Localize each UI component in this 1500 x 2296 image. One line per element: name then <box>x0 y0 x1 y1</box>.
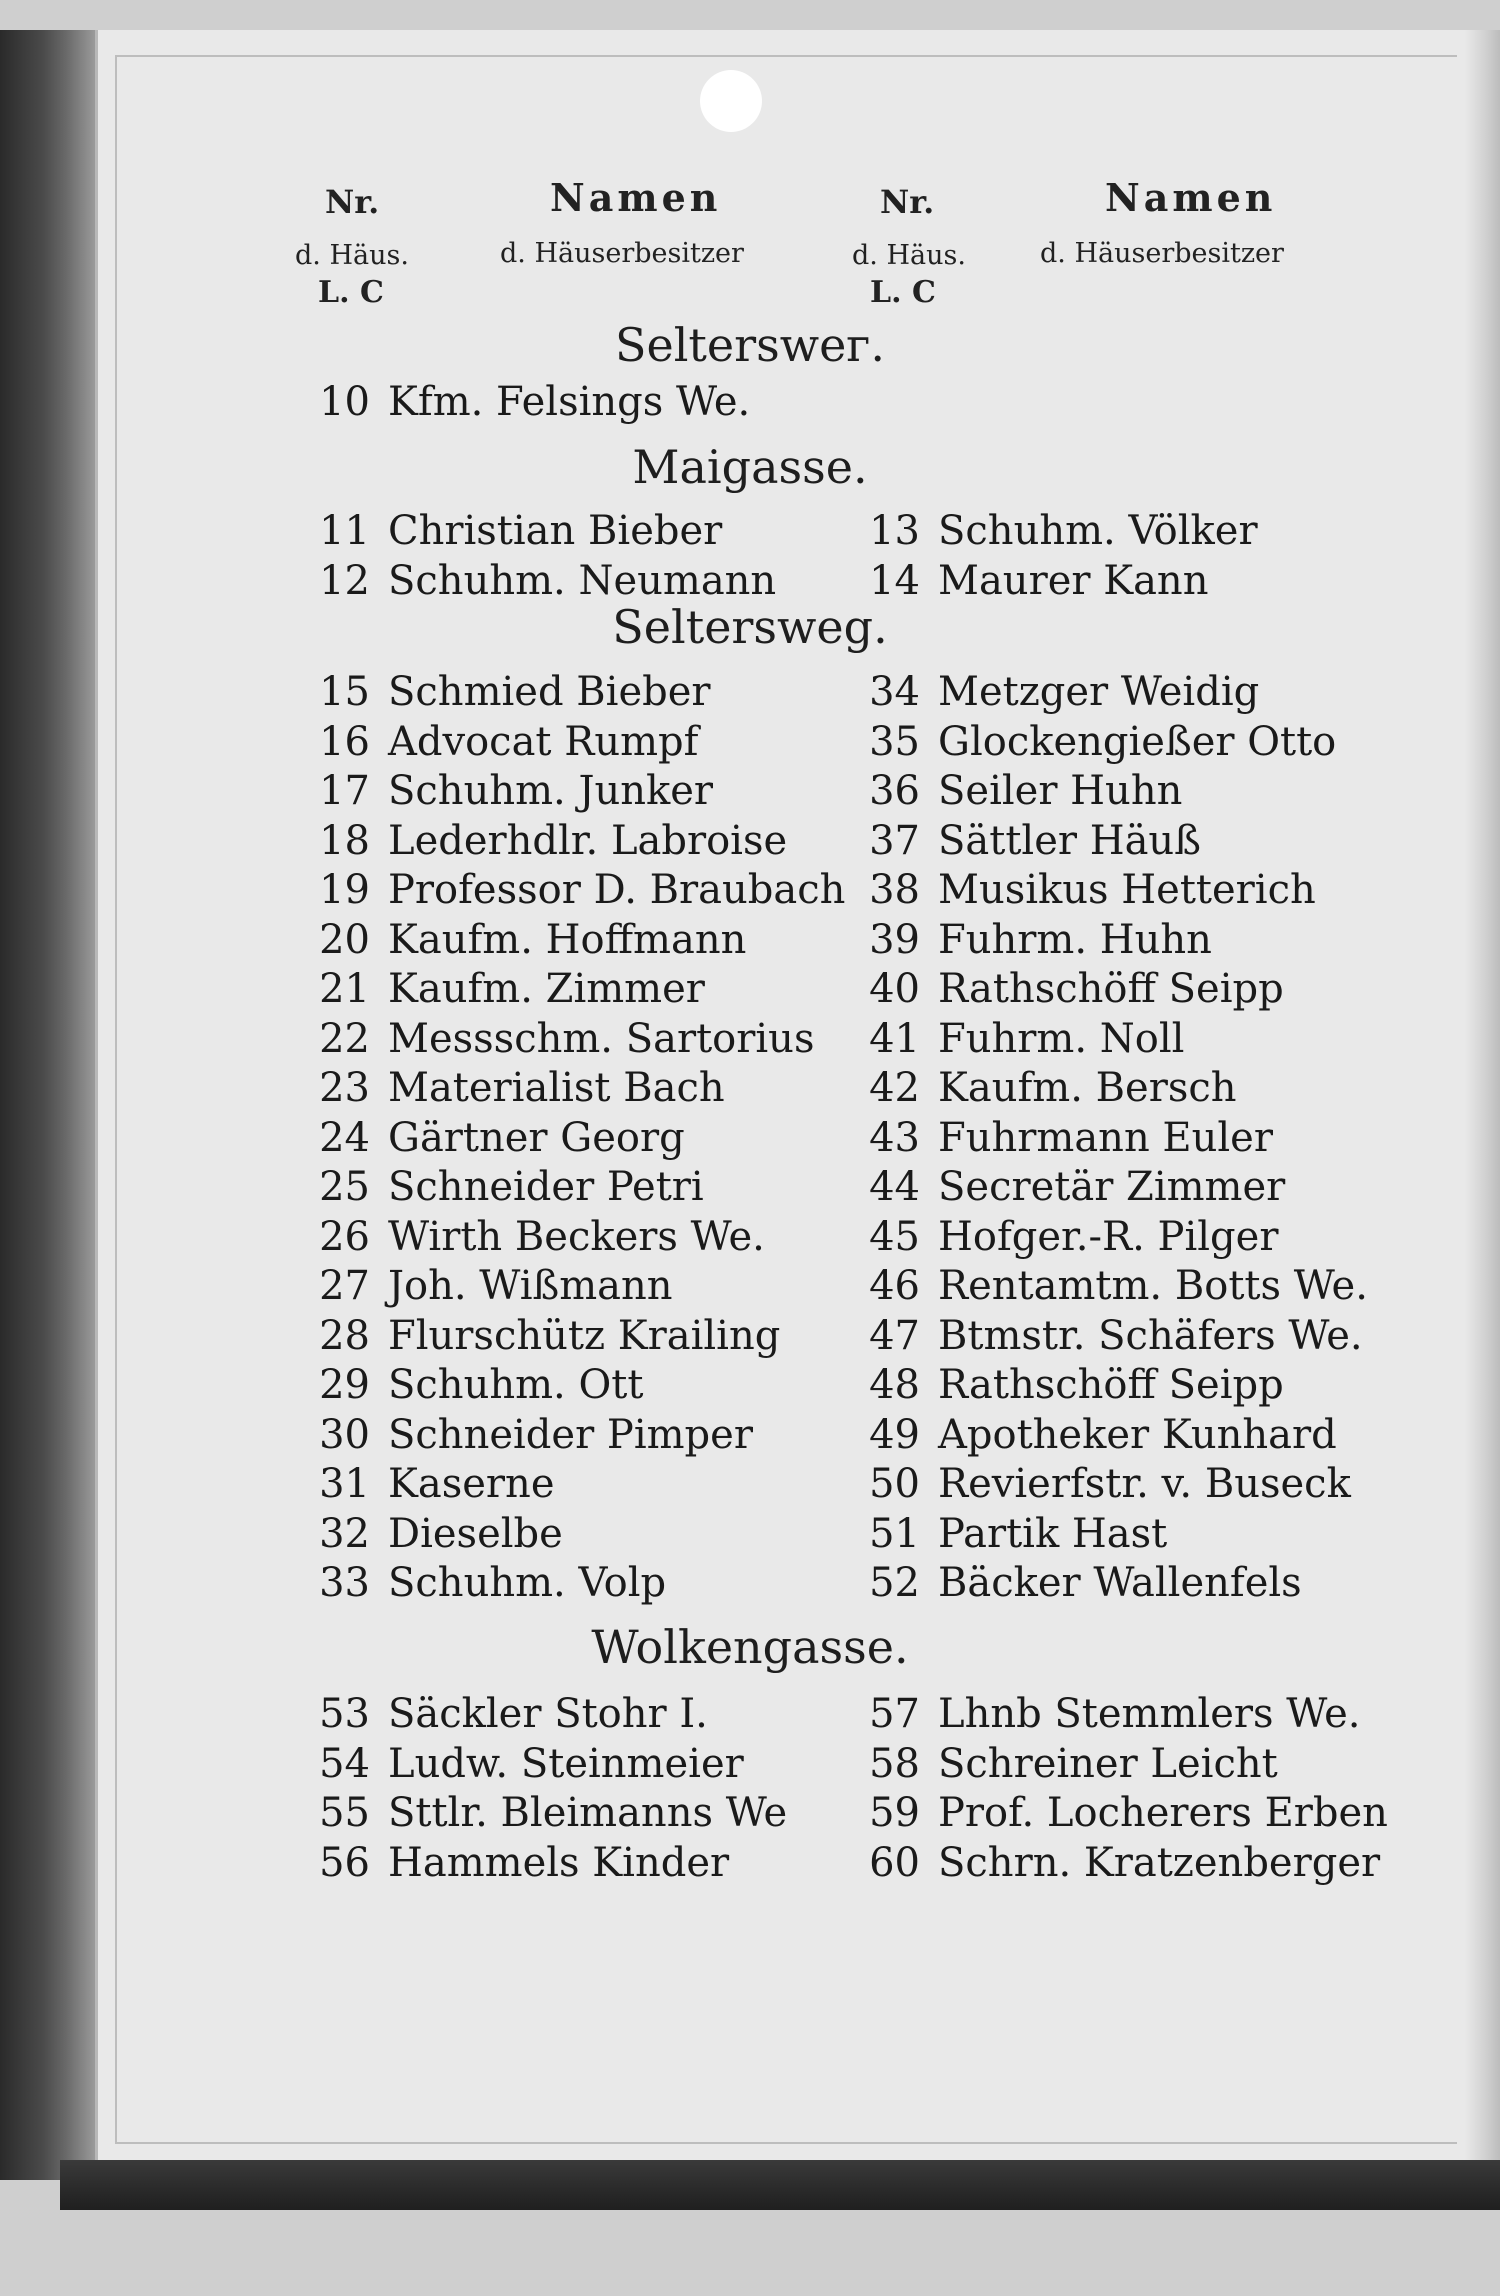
house-number: 42 <box>869 1065 920 1111</box>
list-item <box>850 1312 1363 1360</box>
house-number: 40 <box>869 966 920 1012</box>
list-item <box>300 817 787 865</box>
house-number: 55 <box>319 1790 370 1836</box>
list-item <box>850 1690 1360 1738</box>
header-left-namen-sub: d. Häuserbesitzer <box>500 238 744 269</box>
owner-name: Schreiner Leicht <box>938 1740 1278 1787</box>
list-item <box>850 1740 1278 1788</box>
house-number: 53 <box>319 1691 370 1737</box>
list-item <box>300 1789 787 1837</box>
book-cover-edge <box>60 2160 1500 2210</box>
owner-name: Kaufm. Bersch <box>938 1065 1237 1111</box>
list-item <box>300 866 845 914</box>
header-left-nr: Nr. <box>325 183 380 221</box>
list-item <box>850 916 1212 964</box>
owner-name: Hofger.-R. Pilger <box>938 1213 1279 1260</box>
owner-name: Flurschütz Krailing <box>388 1312 781 1359</box>
owner-name: Materialist Bach <box>388 1065 725 1111</box>
house-number: 59 <box>869 1790 920 1836</box>
list-item <box>850 965 1284 1013</box>
owner-name: Apotheker Kunhard <box>938 1411 1337 1458</box>
list-item <box>300 965 705 1013</box>
owner-name: Schneider Petri <box>388 1164 704 1210</box>
house-number: 58 <box>869 1740 920 1787</box>
header-right-namen: Namen <box>1105 175 1277 220</box>
house-number: 28 <box>319 1312 370 1359</box>
house-number: 16 <box>319 718 370 765</box>
owner-name: Glockengießer Otto <box>938 718 1337 765</box>
owner-name: Schmied Bieber <box>388 669 711 715</box>
house-number: 56 <box>319 1839 370 1886</box>
house-number: 47 <box>869 1312 920 1359</box>
street-heading: Selterswег. <box>614 318 886 372</box>
house-number: 21 <box>319 966 370 1012</box>
owner-name: Musikus Hetterich <box>938 867 1316 913</box>
street-heading: Maigasse. <box>632 440 868 494</box>
house-number: 48 <box>869 1362 920 1408</box>
list-item <box>850 817 1201 865</box>
owner-name: Joh. Wißmann <box>388 1263 673 1309</box>
list-item <box>850 1559 1302 1607</box>
list-item <box>300 378 750 426</box>
owner-name: Schuhm. Ott <box>388 1362 644 1408</box>
house-number: 41 <box>869 1015 920 1062</box>
owner-name: Sättler Häuß <box>938 817 1201 864</box>
owner-name: Maurer Kann <box>938 557 1209 604</box>
owner-name: Partik Hast <box>938 1510 1168 1557</box>
list-item <box>850 1015 1184 1063</box>
list-item <box>850 668 1259 716</box>
list-item <box>300 1213 765 1261</box>
house-number: 43 <box>869 1114 920 1161</box>
list-item <box>300 1740 744 1788</box>
street-heading: Selterswеg. <box>612 600 888 654</box>
owner-name: Fuhrm. Noll <box>938 1015 1185 1062</box>
header-left-lc: L. C <box>318 275 384 310</box>
list-item <box>300 1361 643 1409</box>
house-number: 35 <box>869 718 920 765</box>
list-item <box>300 1559 666 1607</box>
house-number: 30 <box>319 1411 370 1458</box>
list-item <box>850 718 1336 766</box>
list-item <box>850 1163 1285 1211</box>
owner-name: Messschm. Sartorius <box>388 1015 815 1062</box>
house-number: 15 <box>319 669 370 715</box>
owner-name: Wirth Beckers We. <box>388 1213 765 1260</box>
owner-name: Seiler Huhn <box>938 768 1183 814</box>
list-item <box>850 1789 1388 1837</box>
list-item <box>300 1163 704 1211</box>
house-number: 17 <box>319 768 370 814</box>
house-number: 36 <box>869 768 920 814</box>
owner-name: Ludw. Steinmeier <box>388 1740 744 1787</box>
list-item <box>850 1510 1167 1558</box>
house-number: 22 <box>319 1015 370 1062</box>
house-number: 60 <box>869 1839 920 1886</box>
list-item <box>300 1064 725 1112</box>
owner-name: Gärtner Georg <box>388 1114 685 1161</box>
list-item <box>850 866 1316 914</box>
list-item <box>300 1114 685 1162</box>
header-right-namen-sub: d. Häuserbesitzer <box>1040 238 1284 269</box>
list-item <box>300 1262 673 1310</box>
owner-name: Btmstr. Schäfers We. <box>938 1312 1363 1359</box>
owner-name: Schuhm. Völker <box>938 508 1258 554</box>
house-number: 11 <box>319 508 370 554</box>
header-left-namen: Namen <box>550 175 722 220</box>
house-number: 10 <box>319 379 370 425</box>
house-number: 44 <box>869 1164 920 1210</box>
list-item <box>850 1460 1351 1508</box>
owner-name: Schrn. Kratzenberger <box>938 1839 1381 1886</box>
punch-hole <box>700 70 762 132</box>
house-number: 50 <box>869 1461 920 1507</box>
header-left-nr-sub: d. Häus. <box>295 240 409 271</box>
house-number: 13 <box>869 508 920 554</box>
list-item <box>300 916 746 964</box>
list-item <box>850 557 1208 605</box>
owner-name: Rathschöff Seipp <box>938 1362 1284 1408</box>
owner-name: Säckler Stohr I. <box>388 1691 708 1737</box>
list-item <box>850 1411 1337 1459</box>
list-item <box>300 1411 753 1459</box>
house-number: 32 <box>319 1510 370 1557</box>
list-item <box>300 1312 780 1360</box>
owner-name: Revierfstr. v. Buseck <box>938 1461 1351 1507</box>
house-number: 29 <box>319 1362 370 1408</box>
house-number: 39 <box>869 916 920 963</box>
owner-name: Secretär Zimmer <box>938 1164 1286 1210</box>
list-item <box>850 1361 1284 1409</box>
list-item <box>300 1690 708 1738</box>
house-number: 33 <box>319 1560 370 1606</box>
list-item <box>300 557 776 605</box>
house-number: 46 <box>869 1263 920 1309</box>
house-number: 38 <box>869 867 920 913</box>
house-number: 20 <box>319 916 370 963</box>
owner-name: Fuhrm. Huhn <box>938 916 1212 963</box>
owner-name: Schneider Pimper <box>388 1411 753 1458</box>
house-number: 27 <box>319 1263 370 1309</box>
header-right-nr-sub: d. Häus. <box>852 240 966 271</box>
list-item <box>850 1064 1237 1112</box>
owner-name: Fuhrmann Euler <box>938 1114 1273 1161</box>
owner-name: Hammels Kinder <box>388 1839 730 1886</box>
house-number: 57 <box>869 1691 920 1737</box>
owner-name: Kaufm. Hoffmann <box>388 916 747 963</box>
owner-name: Dieselbe <box>388 1510 563 1557</box>
owner-name: Christian Bieber <box>388 508 723 554</box>
owner-name: Sttlr. Bleimanns We <box>388 1790 788 1836</box>
house-number: 45 <box>869 1213 920 1260</box>
owner-name: Lederhdlr. Labroise <box>388 817 788 864</box>
list-item <box>850 767 1182 815</box>
owner-name: Schuhm. Neumann <box>388 557 777 604</box>
owner-name: Metzger Weidig <box>938 669 1260 715</box>
house-number: 25 <box>319 1164 370 1210</box>
house-number: 14 <box>869 557 920 604</box>
house-number: 24 <box>319 1114 370 1161</box>
house-number: 18 <box>319 817 370 864</box>
street-heading: Wolkengasse. <box>591 1620 909 1674</box>
owner-name: Rentamtm. Botts We. <box>938 1263 1368 1309</box>
owner-name: Schuhm. Volp <box>388 1560 667 1606</box>
list-item <box>850 1262 1368 1310</box>
house-number: 19 <box>319 867 370 913</box>
owner-name: Kfm. Felsings We. <box>388 379 751 425</box>
house-number: 37 <box>869 817 920 864</box>
house-number: 26 <box>319 1213 370 1260</box>
list-item <box>300 668 711 716</box>
list-item <box>850 1114 1273 1162</box>
house-number: 52 <box>869 1560 920 1606</box>
house-number: 51 <box>869 1510 920 1557</box>
owner-name: Bäcker Wallenfels <box>938 1560 1302 1606</box>
list-item <box>300 1460 554 1508</box>
list-item <box>300 1839 729 1887</box>
house-number: 23 <box>319 1065 370 1111</box>
list-item <box>850 1213 1278 1261</box>
owner-name: Advocat Rumpf <box>388 718 699 765</box>
owner-name: Kaufm. Zimmer <box>388 966 705 1012</box>
list-item <box>300 718 698 766</box>
list-item <box>850 1839 1380 1887</box>
owner-name: Schuhm. Junker <box>388 768 714 814</box>
header-right-nr: Nr. <box>880 183 935 221</box>
list-item <box>300 767 713 815</box>
house-number: 49 <box>869 1411 920 1458</box>
owner-name: Lhnb Stemmlers We. <box>938 1691 1361 1737</box>
house-number: 34 <box>869 669 920 715</box>
header-right-lc: L. C <box>870 275 936 310</box>
list-item <box>300 1510 563 1558</box>
house-number: 54 <box>319 1740 370 1787</box>
house-number: 12 <box>319 557 370 604</box>
list-item <box>300 507 722 555</box>
owner-name: Professor D. Braubach <box>388 867 846 913</box>
house-number: 31 <box>319 1461 370 1507</box>
owner-name: Kaserne <box>388 1461 555 1507</box>
list-item <box>850 507 1258 555</box>
list-item <box>300 1015 814 1063</box>
owner-name: Prof. Locherers Erben <box>938 1790 1388 1836</box>
owner-name: Rathschöff Seipp <box>938 966 1284 1012</box>
